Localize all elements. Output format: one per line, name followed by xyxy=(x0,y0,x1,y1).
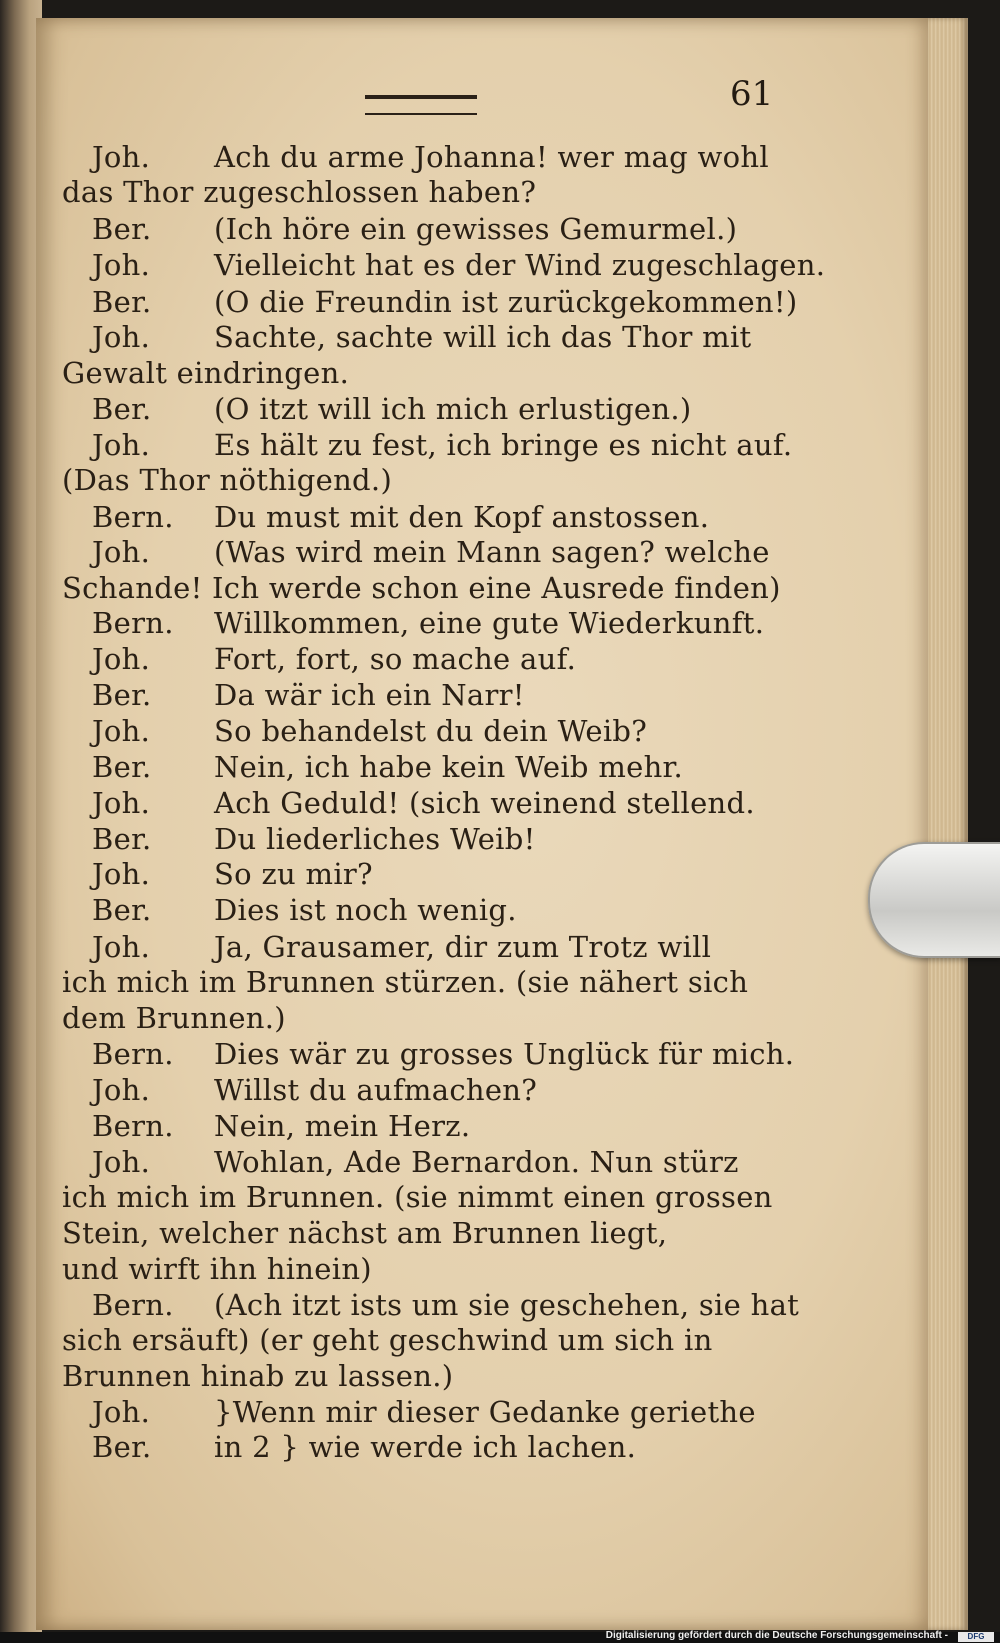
speaker-name: Joh. xyxy=(92,930,151,964)
text-line xyxy=(92,140,769,174)
text-line xyxy=(92,893,517,927)
line-text: dem Brunnen.) xyxy=(62,1001,286,1035)
text-line xyxy=(62,175,536,209)
line-text: (O die Freundin ist zurückgekommen!) xyxy=(214,285,798,319)
text-line xyxy=(92,1145,739,1179)
text-line xyxy=(92,428,792,462)
text-line xyxy=(92,535,770,569)
line-text: Dies ist noch wenig. xyxy=(214,893,517,927)
speaker-name: Bern. xyxy=(92,1037,174,1071)
text-line xyxy=(92,1288,799,1322)
speaker-name: Bern. xyxy=(92,1288,174,1322)
speaker-name: Ber. xyxy=(92,750,152,784)
speaker-name: Ber. xyxy=(92,678,152,712)
text-line xyxy=(92,1073,537,1107)
speaker-name: Joh. xyxy=(92,1395,151,1429)
speaker-name: Joh. xyxy=(92,140,151,174)
line-text: sich ersäuft) (er geht geschwind um sich in xyxy=(62,1323,713,1357)
line-text: }Wenn mir dieser Gedanke geriethe xyxy=(214,1395,756,1429)
line-text: Willkommen, eine gute Wiederkunft. xyxy=(214,606,765,640)
speaker-name: Bern. xyxy=(92,606,174,640)
text-line xyxy=(92,1430,636,1464)
text-line xyxy=(92,822,536,856)
footer-credit: Digitalisierung gefördert durch die Deutsche Forschungsgemeinschaft - xyxy=(605,1630,948,1641)
speaker-name: Ber. xyxy=(92,285,152,319)
text-line xyxy=(62,356,349,390)
speaker-name: Joh. xyxy=(92,714,151,748)
text-line xyxy=(62,1359,453,1393)
speaker-name: Joh. xyxy=(92,642,151,676)
speaker-name: Ber. xyxy=(92,822,152,856)
line-text: Sachte, sachte will ich das Thor mit xyxy=(214,320,752,354)
line-text: (Das Thor nöthigend.) xyxy=(62,463,393,497)
text-line xyxy=(62,571,781,605)
line-text: Gewalt eindringen. xyxy=(62,356,350,390)
line-text: (Ach itzt ists um sie geschehen, sie hat xyxy=(214,1288,800,1322)
speaker-name: Bern. xyxy=(92,1109,174,1143)
speaker-name: Joh. xyxy=(92,535,151,569)
line-text: So zu mir? xyxy=(214,857,373,891)
text-line xyxy=(62,1252,372,1286)
text-line xyxy=(92,606,764,640)
line-text: (Ich höre ein gewisses Gemurmel.) xyxy=(214,212,738,246)
line-text: Brunnen hinab zu lassen.) xyxy=(62,1359,454,1393)
line-text: Wohlan, Ade Bernardon. Nun stürz xyxy=(214,1145,739,1179)
line-text: (O itzt will ich mich erlustigen.) xyxy=(214,392,692,426)
dfg-logo: DFG xyxy=(958,1632,994,1642)
text-line xyxy=(92,320,751,354)
line-text: Schande! Ich werde schon eine Ausrede finden) xyxy=(62,571,781,605)
line-text: Vielleicht hat es der Wind zugeschlagen. xyxy=(214,248,826,282)
line-text: ich mich im Brunnen stürzen. (sie nähert sich xyxy=(62,965,749,999)
line-text: Ach du arme Johanna! wer mag wohl xyxy=(214,140,769,174)
text-line xyxy=(92,750,683,784)
line-text: und wirft ihn hinein) xyxy=(62,1252,372,1286)
text-line xyxy=(92,1395,756,1429)
text-line xyxy=(92,1109,470,1143)
text-line xyxy=(92,500,709,534)
text-line xyxy=(92,857,373,891)
text-line xyxy=(62,1323,713,1357)
line-text: Da wär ich ein Narr! xyxy=(214,678,525,712)
text-line xyxy=(92,786,755,820)
speaker-name: Ber. xyxy=(92,893,152,927)
line-text: in 2 } wie werde ich lachen. xyxy=(214,1430,637,1464)
line-text: Fort, fort, so mache auf. xyxy=(214,642,577,676)
text-line xyxy=(92,1037,794,1071)
text-line xyxy=(92,930,711,964)
line-text: Dies wär zu grosses Unglück für mich. xyxy=(214,1037,795,1071)
page-fore-edge xyxy=(928,18,968,1630)
text-line xyxy=(92,285,797,319)
speaker-name: Ber. xyxy=(92,392,152,426)
text-line xyxy=(92,714,647,748)
line-text: Stein, welcher nächst am Brunnen liegt, xyxy=(62,1216,668,1250)
speaker-name: Joh. xyxy=(92,1073,151,1107)
speaker-name: Joh. xyxy=(92,248,151,282)
text-line xyxy=(92,212,737,246)
text-line xyxy=(62,1180,773,1214)
line-text: Du liederliches Weib! xyxy=(214,822,536,856)
text-line xyxy=(92,392,692,426)
speaker-name: Ber. xyxy=(92,212,152,246)
text-line xyxy=(92,248,825,282)
text-line xyxy=(62,965,748,999)
line-text: Ach Geduld! (sich weinend stellend. xyxy=(214,786,755,820)
speaker-name: Bern. xyxy=(92,500,174,534)
speaker-name: Joh. xyxy=(92,786,151,820)
line-text: (Was wird mein Mann sagen? welche xyxy=(214,535,770,569)
text-line xyxy=(62,463,392,497)
speaker-name: Joh. xyxy=(92,857,151,891)
line-text: das Thor zugeschlossen haben? xyxy=(62,175,537,209)
line-text: Ja, Grausamer, dir zum Trotz will xyxy=(214,930,712,964)
line-text: Du must mit den Kopf anstossen. xyxy=(214,500,710,534)
line-text: Nein, ich habe kein Weib mehr. xyxy=(214,750,684,784)
speaker-name: Joh. xyxy=(92,320,151,354)
text-line xyxy=(92,642,576,676)
line-text: Willst du aufmachen? xyxy=(214,1073,538,1107)
line-text: ich mich im Brunnen. (sie nimmt einen grossen xyxy=(62,1180,773,1214)
text-line xyxy=(92,678,525,712)
page-number: 61 xyxy=(730,74,774,114)
line-text: Nein, mein Herz. xyxy=(214,1109,471,1143)
line-text: So behandelst du dein Weib? xyxy=(214,714,648,748)
line-text: Es hält zu fest, ich bringe es nicht auf. xyxy=(214,428,793,462)
header-rule xyxy=(365,95,477,115)
text-line xyxy=(62,1216,667,1250)
speaker-name: Joh. xyxy=(92,1145,151,1179)
speaker-name: Joh. xyxy=(92,428,151,462)
page-clip xyxy=(868,842,1000,958)
text-line xyxy=(62,1001,286,1035)
speaker-name: Ber. xyxy=(92,1430,152,1464)
